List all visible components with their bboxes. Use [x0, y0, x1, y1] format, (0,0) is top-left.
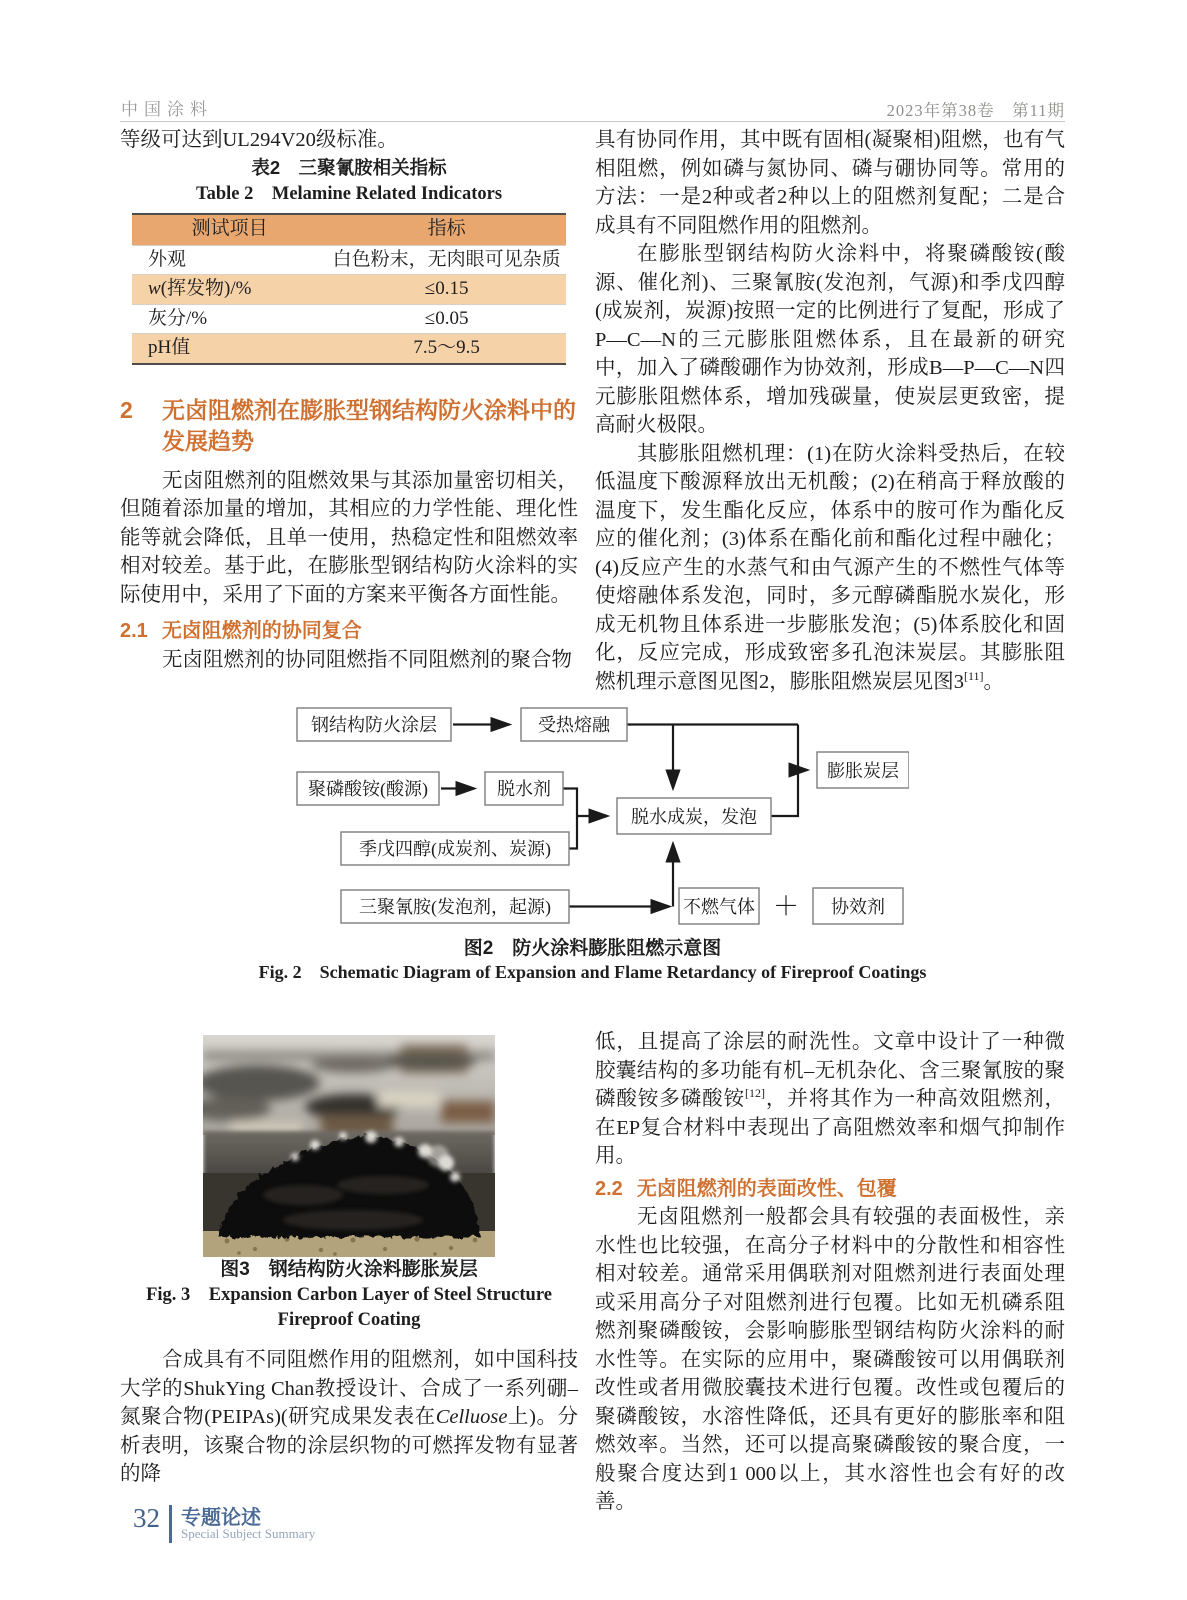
- figure2-caption-en: Fig. 2 Schematic Diagram of Expansion and Flame Retardancy of Fireproof Coatings: [258, 962, 927, 982]
- flowchart-diagram: [293, 700, 909, 932]
- paragraph-text: 。: [983, 670, 1005, 693]
- issue-info: 2023年第38卷 第11期: [886, 101, 1065, 120]
- section-title: 无卤阻燃剂的表面改性、包覆: [636, 1177, 897, 1200]
- header-divider: [120, 121, 1065, 122]
- node-label-charring: 脱水成炭，发泡: [631, 807, 757, 827]
- node-label-pentaerythritol: 季戊四醇(成炭剂、炭源): [359, 839, 551, 859]
- item-rest: (挥发物)/%: [160, 278, 252, 299]
- table-cell-item: 外观: [132, 245, 327, 275]
- symbol-w: w: [148, 278, 161, 299]
- char-layer-photo: [203, 1035, 495, 1257]
- right-top-column: [595, 126, 1065, 696]
- node-label-dehydrant: 脱水剂: [497, 779, 551, 799]
- paragraph-text: ，并将其作为一种高效阻燃剂，在EP复合材料中表现出了高阻燃效率和烟气抑制作用。: [595, 1088, 1065, 1167]
- node-label-melting: 受热熔融: [538, 715, 610, 735]
- node-label-char-layer: 膨胀炭层: [827, 761, 899, 781]
- paragraph: 等级可达到UL294V20级标准。: [120, 129, 398, 151]
- table-cell-item: pH值: [132, 334, 327, 364]
- paragraph: 无卤阻燃剂一般都会具有较强的表面极性，亲水性也比较强，在高分子材料中的分散性和相容性相对较差。通常采用偶联剂对阻燃剂进行表面处理或采用高分子对阻燃剂进行包覆。比如无机磷系阻燃剂聚磷酸铵，会影响膨胀型钢结构防火涂料的耐水性等。在实际的应用中，聚磷酸铵可以用偶联剂改性或者用微胶囊技术进行包覆。改性或包覆后的聚磷酸铵，水溶性降低，还具有更好的膨胀率和阻燃效率。当然，还可以提高聚磷酸铵的聚合度，一般聚合度达到1 000以上，其水溶性也会有好的改善。: [595, 1206, 1065, 1513]
- paragraph-text: 其膨胀阻燃机理：(1)在防火涂料受热后，在较低温度下酸源释放出无机酸；(2)在稍高于释放酸的温度下，发生酯化反应，体系中的胺可作为酯化反应的催化剂；(3)体系在酯化前和酯化过程中融化；(4)反应产生的水蒸气和由气源产生的不燃性气体等使熔融体系发泡，同时，多元醇磷酯脱水炭化，形成无机物且体系进一步膨胀发泡；(5)体系胶化和固化，反应完成，形成致密多孔泡沫炭层。其膨胀阻燃机理示意图见图2，膨胀阻燃炭层见图3: [595, 442, 1065, 693]
- table2-title-en: Table 2 Melamine Related Indicators: [195, 183, 503, 204]
- table-header-value: 指标: [327, 214, 566, 246]
- paragraph-text: 上)。分析表明，该聚合物的涂层织物的可燃挥发物有显著的降: [120, 1406, 579, 1485]
- table-cell-value: ≤0.05: [327, 304, 566, 334]
- node-label-gas: 不燃气体: [683, 897, 755, 917]
- node-label-synergist: 协效剂: [831, 897, 885, 917]
- table-cell-item: [132, 275, 327, 305]
- paragraph-text: 低，且提高了涂层的耐洗性。文章中设计了一种微胶囊结构的多功能有机–无机杂化、含三聚氰胺的聚磷酸铵多磷酸铵: [595, 1031, 1065, 1110]
- paragraph: [595, 1028, 1065, 1171]
- paragraph: [120, 1346, 578, 1489]
- section-2-1-heading: [120, 617, 578, 646]
- section-title: 无卤阻燃剂在膨胀型钢结构防火涂料中的发展趋势: [162, 396, 576, 454]
- section-number: 2.2: [595, 1177, 623, 1200]
- left-top-column: [120, 126, 578, 674]
- node-label-melamine: 三聚氰胺(发泡剂，起源): [359, 897, 551, 917]
- figure3-caption-cn: 图3 钢结构防火涂料膨胀炭层: [220, 1259, 478, 1280]
- table-cell-item: 灰分/%: [132, 304, 327, 334]
- figure2-caption-cn: 图2 防火涂料膨胀阻燃示意图: [463, 938, 722, 959]
- table-header-item: 测试项目: [132, 214, 327, 246]
- table-header-row: [132, 214, 566, 246]
- table-cell-value: ≤0.15: [327, 275, 566, 305]
- table-cell-value: 7.5～9.5: [327, 334, 566, 364]
- table-row: [132, 334, 566, 364]
- section-number: 2.1: [120, 620, 148, 642]
- table-row: [132, 245, 566, 275]
- figure3-caption-en-line1: Fig. 3 Expansion Carbon Layer of Steel Structure: [146, 1285, 552, 1305]
- journal-name-italic: Celluose: [435, 1406, 508, 1428]
- section-title: 无卤阻燃剂的协同复合: [161, 620, 362, 642]
- node-label-app: 聚磷酸铵(酸源): [308, 779, 428, 799]
- citation-ref-12: [12]: [745, 1086, 765, 1101]
- table-row: [132, 275, 566, 305]
- paragraph: 无卤阻燃剂的阻燃效果与其添加量密切相关，但随着添加量的增加，其相应的力学性能、理化性能等就会降低，且单一使用，热稳定性和阻燃效率相对较差。基于此，在膨胀型钢结构防火涂料的实际使用中，采用了下面的方案来平衡各方面性能。: [120, 469, 578, 606]
- footer-section-cn: 专题论述: [181, 1507, 261, 1529]
- paragraph: 无卤阻燃剂的协同阻燃指不同阻燃剂的聚合物: [162, 648, 573, 671]
- paragraph-text: 合成具有不同阻燃作用的阻燃剂，如中国科技大学的ShukYing Chan教授设计、合成了一系列硼–氮聚合物(PEIPAs)(研究成果发表在: [120, 1349, 578, 1428]
- right-bottom-column: [595, 1028, 1065, 1517]
- footer-section-en: Special Subject Summary: [181, 1526, 316, 1541]
- node-label-coating: 钢结构防火涂层: [311, 715, 437, 735]
- figure2-flowchart: [293, 700, 909, 937]
- table-cell-value: 白色粉末，无肉眼可见杂质: [327, 245, 566, 275]
- section-number: 2: [120, 396, 133, 423]
- table-row: [132, 304, 566, 334]
- melamine-indicator-table: [132, 213, 566, 365]
- section-2-heading: [120, 395, 578, 457]
- paragraph: [595, 440, 1065, 697]
- paragraph: 在膨胀型钢结构防火涂料中，将聚磷酸铵(酸源、催化剂)、三聚氰胺(发泡剂，气源)和季戊四醇(成炭剂，炭源)按照一定的比例进行了复配，形成了P—C—N的三元膨胀阻燃体系，且在最新的研究中，加入了磷酸硼作为协效剂，形成B—P—C—N四元膨胀阻燃体系，增加残碳量，使炭层更致密，提高耐火极限。: [595, 243, 1065, 436]
- page-number: 32: [133, 1503, 160, 1533]
- figure3-caption-en-line2: Fireproof Coating: [277, 1310, 421, 1330]
- citation-ref-11: [11]: [964, 668, 984, 683]
- paragraph: 具有协同作用，其中既有固相(凝聚相)阻燃，也有气相阻燃，例如磷与氮协同、磷与硼协同等。常用的方法：一是2种或者2种以上的阻燃剂复配；二是合成具有不同阻燃作用的阻燃剂。: [595, 129, 1065, 237]
- footer-divider-bar: [169, 1505, 172, 1543]
- section-2-2-heading: [595, 1175, 1065, 1204]
- plus-sign: ＋: [772, 892, 800, 921]
- left-bottom-column: [120, 1035, 578, 1489]
- journal-name: 中国涂料: [121, 100, 213, 119]
- table2-title-cn: 表2 三聚氰胺相关指标: [251, 156, 447, 178]
- figure3-photo: [203, 1035, 495, 1257]
